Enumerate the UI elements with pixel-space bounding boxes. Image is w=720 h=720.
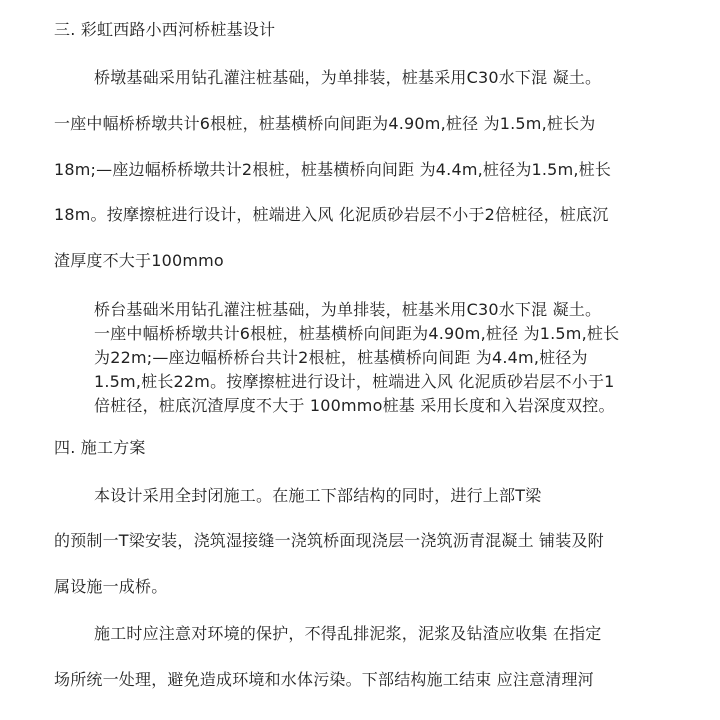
section-4-paragraph-1-line-2: 的预制一T梁安装，浇筑湿接缝一浇筑桥面现浇层一浇筑沥青混凝土 铺装及附 [54,531,604,550]
section-3-paragraph-2-line-2: 一座中幅桥桥墩共计6根桩，桩基横桥向间距为4.90m,桩径 为1.5m,桩长 [94,324,620,343]
section-3-paragraph-1-line-2: 一座中幅桥桥墩共计6根桩，桩基横桥向间距为4.90m,桩径 为1.5m,桩长为 [54,114,596,133]
section-4-paragraph-1-line-1: 本设计采用全封闭施工。在施工下部结构的同时，进行上部T梁 [94,486,542,505]
section-4-paragraph-2-line-1: 施工时应注意对环境的保护，不得乱排泥浆，泥浆及钻渣应收集 在指定 [94,624,602,643]
section-3-paragraph-2-line-3: 为22m;—座边幅桥桥台共计2根桩，桩基横桥向间距 为4.4m,桩径为 [94,348,588,367]
section-3-heading: 三. 彩虹西路小西河桥桩基设计 [54,20,276,39]
section-3-paragraph-1-line-1: 桥墩基础采用钻孔灌注桩基础，为单排装，桩基采用C30水下混 凝土。 [94,68,602,87]
section-3-paragraph-1-line-5: 渣厚度不大于100mmo [54,251,224,270]
section-4-heading: 四. 施工方案 [54,438,146,457]
section-3-paragraph-1-line-3: 18m;—座边幅桥桥墩共计2根桩，桩基横桥向间距 为4.4m,桩径为1.5m,桩长 [54,160,612,179]
section-3-paragraph-2-line-1: 桥台基础米用钻孔灌注桩基础，为单排装，桩基米用C30水下混 凝土。 [94,300,602,319]
section-4-paragraph-1-line-3: 属设施一成桥。 [54,577,168,596]
section-3-paragraph-2-line-4: 1.5m,桩长22m。按摩擦桩进行设计，桩端进入风 化泥质砂岩层不小于1 [94,372,615,391]
section-3-paragraph-2-line-5: 倍桩径，桩底沉渣厚度不大于 100mmo桩基 采用长度和入岩深度双控。 [94,396,615,415]
section-4-paragraph-2-line-2: 场所统一处理，避免造成环境和水体污染。下部结构施工结束 应注意清理河 [54,670,594,689]
section-3-paragraph-1-line-4: 18m。按摩擦桩进行设计，桩端进入风 化泥质砂岩层不小于2倍桩径，桩底沉 [54,205,609,224]
